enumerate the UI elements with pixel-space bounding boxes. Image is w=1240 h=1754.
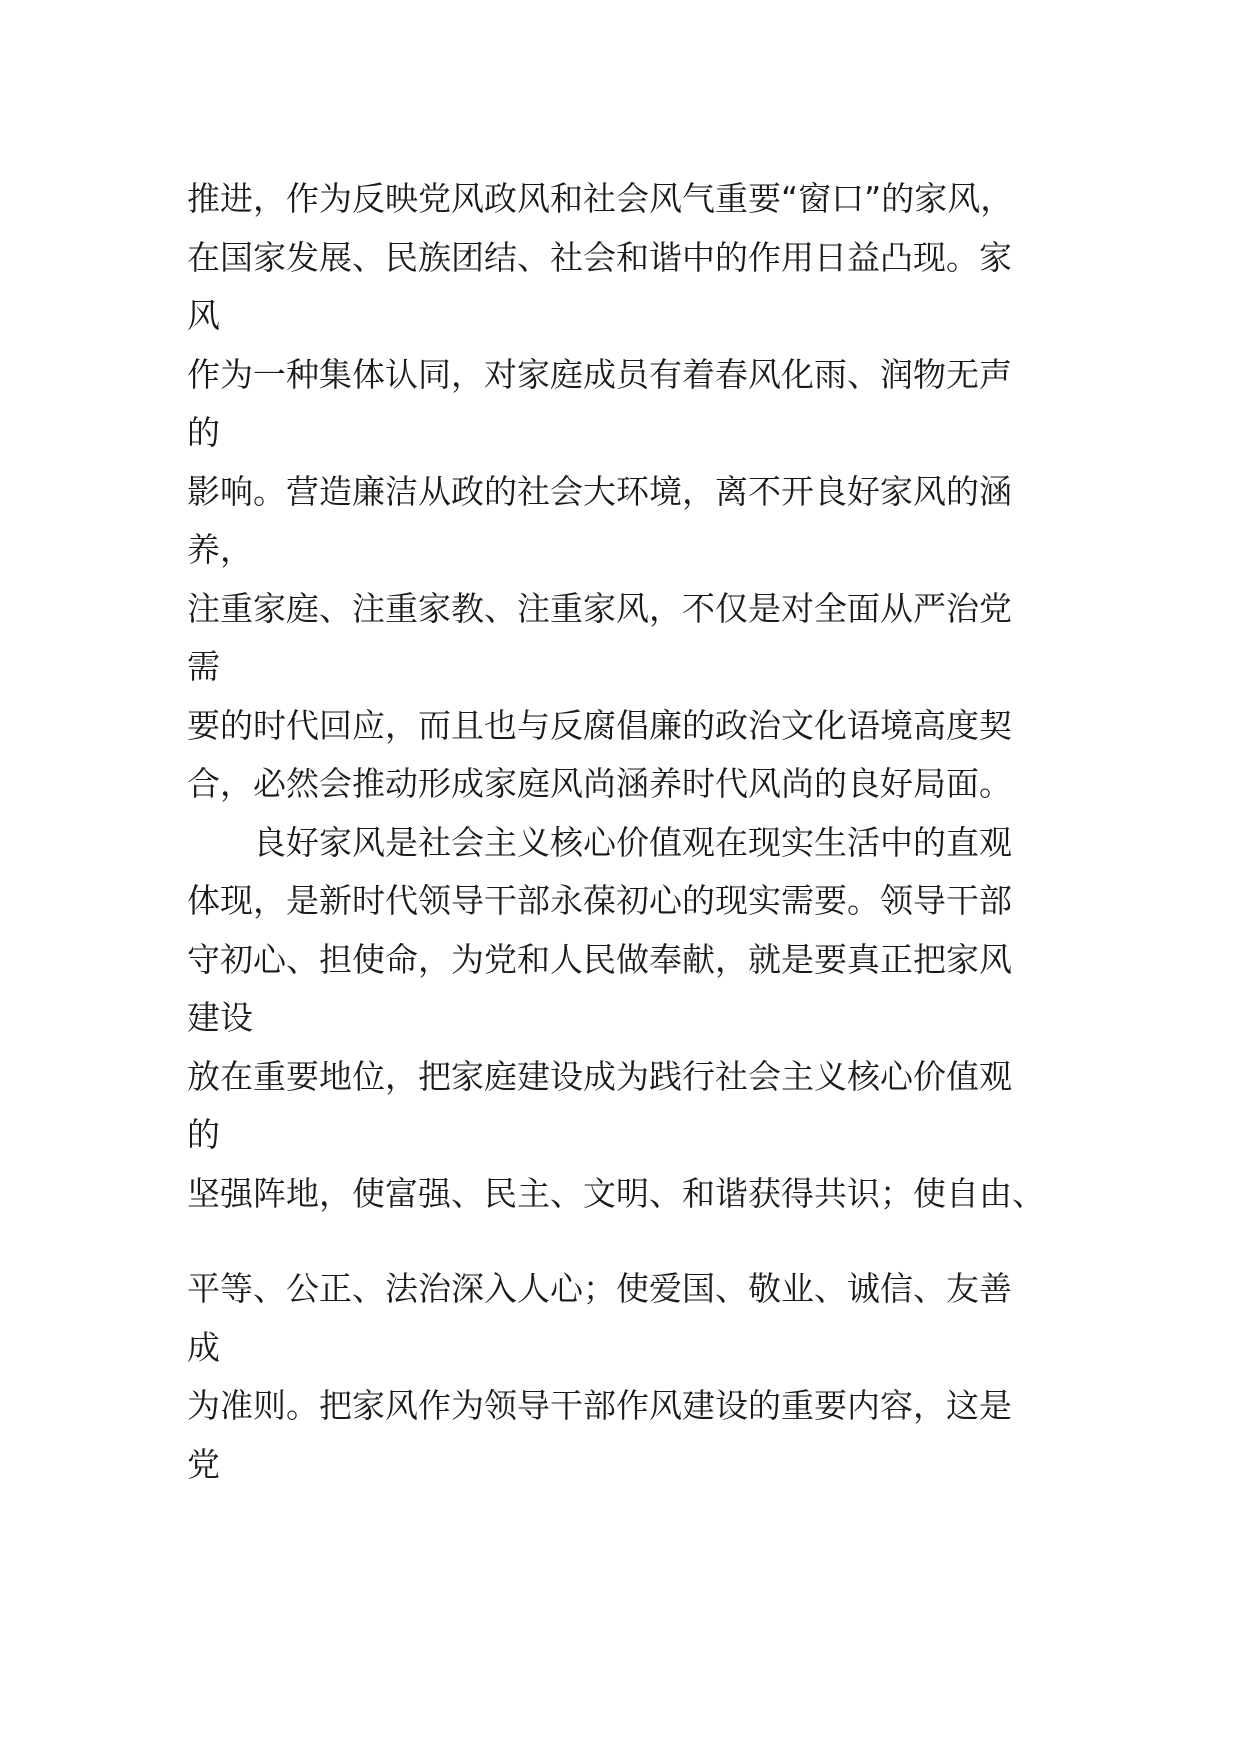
text-line: 养， (187, 530, 253, 569)
text-line: 推进，作为反映党风政风和社会风气重要“窗口”的家风， (187, 179, 1014, 218)
body-text (187, 170, 1087, 1494)
text-line: 的 (187, 413, 220, 452)
paragraph-first-line: 良好家风是社会主义核心价值观在现实生活中的直观 (253, 822, 1012, 862)
text-line: 注重家庭、注重家教、注重家风，不仅是对全面从严治党 (187, 588, 1012, 628)
text-line: 需 (187, 647, 220, 686)
text-line: 合，必然会推动形成家庭风尚涵养时代风尚的良好局面。 (187, 764, 1012, 803)
text-line: 建设 (187, 998, 253, 1037)
text-line: 党 (187, 1444, 220, 1484)
text-line: 守初心、担使命，为党和人民做奉献，就是要真正把家风 (187, 939, 1012, 979)
text-line: 要的时代回应，而且也与反腐倡廉的政治文化语境高度契 (187, 705, 1012, 745)
text-line: 影响。营造廉洁从政的社会大环境，离不开良好家风的涵 (187, 471, 1012, 511)
text-line: 体现，是新时代领导干部永葆初心的现实需要。领导干部 (187, 881, 1012, 920)
text-line: 坚强阵地，使富强、民主、文明、和谐获得共识；使自由、 (187, 1173, 1045, 1213)
text-line: 的 (187, 1115, 220, 1154)
text-line: 放在重要地位，把家庭建设成为践行社会主义核心价值观 (187, 1056, 1012, 1096)
text-line: 平等、公正、法治深入人心；使爱国、敬业、诚信、友善 (187, 1269, 1012, 1308)
text-line: 作为一种集体认同，对家庭成员有着春风化雨、润物无声 (187, 354, 1012, 394)
text-line: 风 (187, 296, 220, 335)
text-line: 为准则。把家风作为领导干部作风建设的重要内容，这是 (187, 1386, 1012, 1425)
text-line: 在国家发展、民族团结、社会和谐中的作用日益凸现。家 (187, 237, 1012, 277)
text-line: 成 (187, 1327, 220, 1367)
